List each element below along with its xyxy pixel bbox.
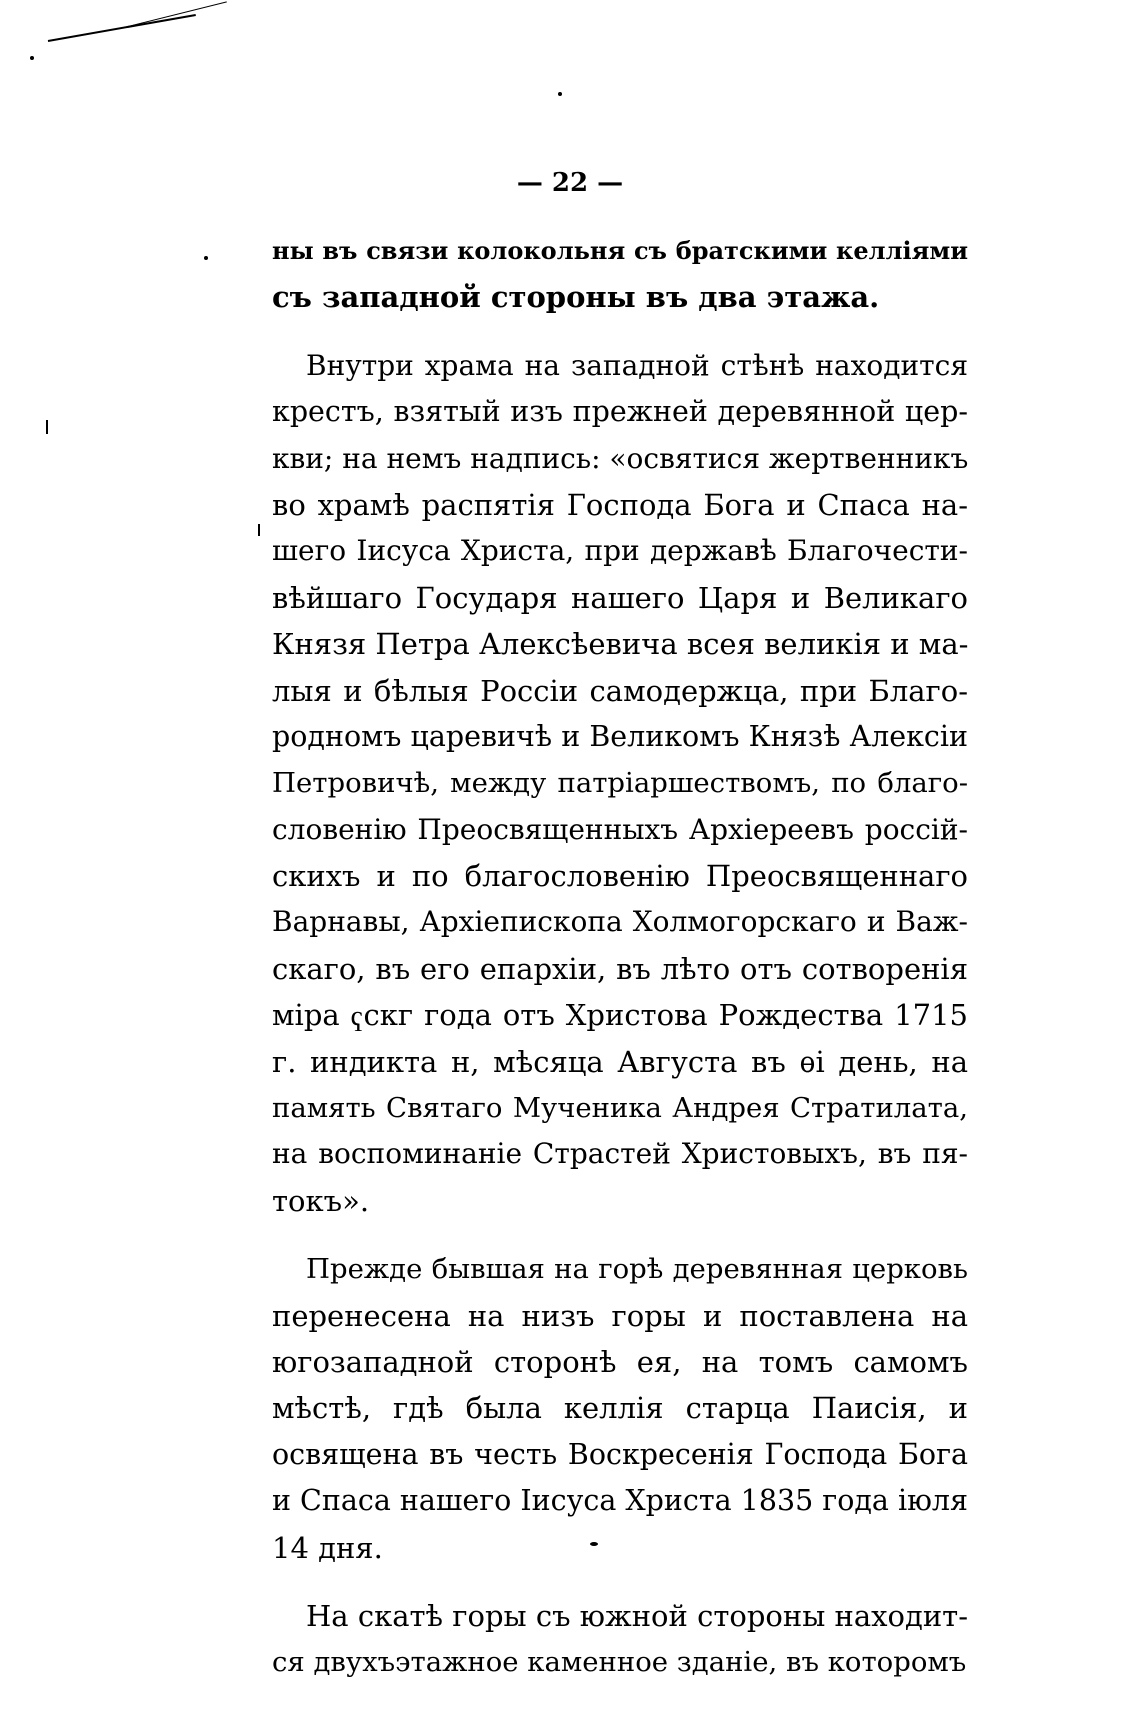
paragraph bbox=[272, 1246, 968, 1571]
text-line: освящена въ честь Воскресенія Господа Бога bbox=[272, 1437, 968, 1471]
text-line: міра ҁскг года отъ Христова Рождества 1715 bbox=[272, 998, 968, 1033]
text-line: на воспоминаніе Страстей Христовыхъ, въ пя- bbox=[272, 1137, 968, 1171]
body-text bbox=[272, 228, 968, 1686]
scan-speck bbox=[46, 420, 48, 434]
text-line: родномъ царевичѣ и Великомъ Князѣ Алексіи bbox=[272, 719, 968, 753]
text-line: память Святаго Мученика Андрея Стратилата, bbox=[272, 1092, 968, 1125]
text-line: вѣйшаго Государя нашего Царя и Великаго bbox=[272, 580, 968, 615]
paragraph-gap bbox=[272, 1224, 968, 1246]
text-line: и Спаса нашего Іисуса Христа 1835 года іюля bbox=[272, 1484, 968, 1518]
paragraph bbox=[272, 228, 968, 321]
page-number: — 22 — bbox=[516, 168, 624, 198]
paragraph-gap bbox=[272, 321, 968, 343]
paragraph-gap bbox=[272, 1571, 968, 1593]
text-line: Петровичѣ, между патріаршествомъ, по благо- bbox=[272, 767, 968, 800]
text-line: Внутри храма на западной стѣнѣ находится bbox=[306, 348, 968, 382]
text-line: словенію Преосвященныхъ Архіереевъ россій- bbox=[272, 812, 968, 846]
scan-speck bbox=[204, 256, 208, 260]
scan-speck bbox=[558, 92, 562, 96]
text-line: На скатѣ горы съ южной стороны находит- bbox=[306, 1598, 968, 1633]
text-line: шего Іисуса Христа, при державѣ Благочести- bbox=[272, 534, 968, 568]
paragraph bbox=[272, 1593, 968, 1686]
text-line: лыя и бѣлыя Россіи самодержца, при Благо- bbox=[272, 673, 968, 708]
scan-scratch-mark bbox=[120, 1, 227, 29]
text-line: перенесена на низъ горы и поставлена на bbox=[272, 1298, 968, 1333]
text-line: во храмѣ распятія Господа Бога и Спаса на- bbox=[272, 487, 968, 522]
text-line: Князя Петра Алексѣевича всея великія и ма- bbox=[272, 627, 969, 662]
scan-speck bbox=[30, 56, 34, 60]
text-line: токъ». bbox=[272, 1183, 370, 1218]
text-line: скаго, въ его епархіи, въ лѣто отъ сотворенія bbox=[272, 951, 968, 986]
text-line: югозападной сторонѣ ея, на томъ самомъ bbox=[272, 1344, 968, 1379]
text-line: скихъ и по благословенію Преосвященнаго bbox=[272, 859, 968, 894]
text-line: ны въ связи колокольня съ братскими келліями bbox=[272, 236, 968, 265]
text-line: мѣстѣ, гдѣ была келлія старца Паисія, и bbox=[272, 1391, 968, 1426]
text-line: ся двухъэтажное каменное зданіе, въ которомъ bbox=[272, 1646, 967, 1679]
text-line: г. индикта н, мѣсяца Августа въ ѳі день, на bbox=[272, 1044, 968, 1079]
paragraph bbox=[272, 343, 968, 1224]
text-line: съ западной стороны въ два этажа. bbox=[272, 280, 880, 315]
text-line: 14 дня. bbox=[272, 1530, 383, 1565]
text-line: крестъ, взятый изъ прежней деревянной цер- bbox=[272, 395, 968, 429]
text-line: Прежде бывшая на горѣ деревянная церковь bbox=[306, 1253, 968, 1286]
text-line: кви; на немъ надпись: «освятися жертвенникъ bbox=[272, 441, 969, 475]
text-line: Варнавы, Архіепископа Холмогорскаго и Важ- bbox=[272, 905, 968, 939]
scan-speck bbox=[258, 524, 260, 536]
